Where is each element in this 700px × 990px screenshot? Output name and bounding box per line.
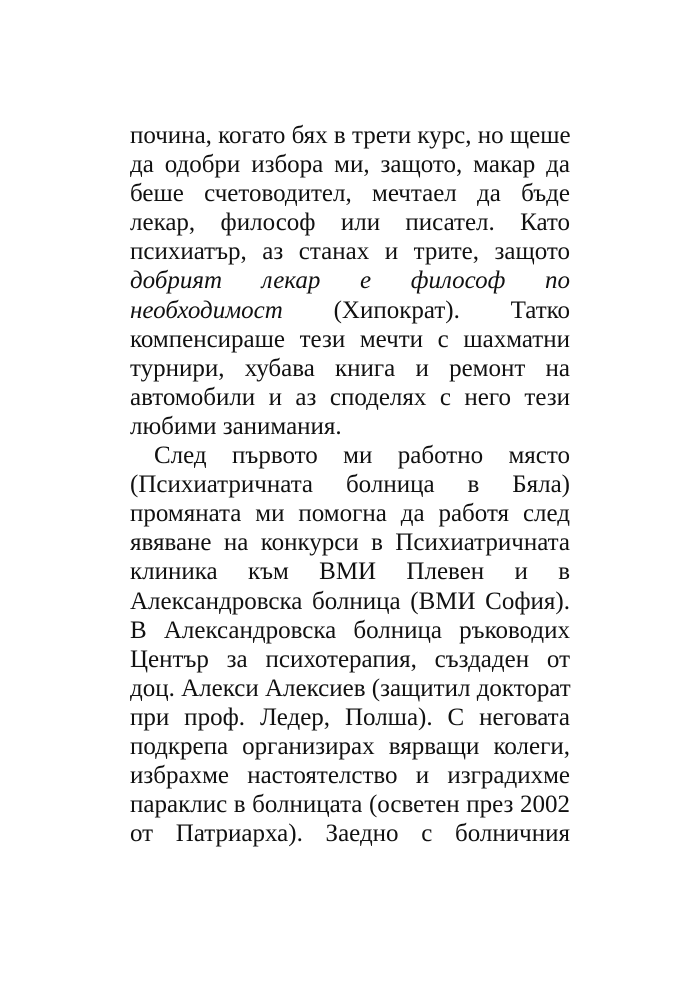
attribution-fragment: (Хипократ). Татко [282, 296, 570, 324]
text-line: клиника към ВМИ Плевен и в [130, 558, 570, 586]
paragraph [130, 121, 570, 441]
text-line: любими занимания. [130, 412, 342, 440]
text-line: при проф. Ледер, Полша). С неговата [130, 703, 570, 731]
text-line: беше счетоводител, мечтаел да бъде [130, 180, 570, 208]
text-line: Александровска болница (ВМИ София). [130, 587, 570, 615]
text-line: почина, когато бях в трети курс, но щеше [130, 122, 571, 149]
quote-line: добрият лекар е философ по [130, 267, 570, 295]
text-line: подкрепа организирах вярващи колеги, [130, 732, 570, 760]
text-line: След първото ми работно място [154, 442, 570, 470]
text-line: явяване на конкурси в Психиатричната [130, 529, 570, 557]
text-line: (Психиатричната болница в Бяла) [130, 471, 570, 499]
body-text [130, 121, 570, 848]
text-line: Център за психотерапия, създаден от [130, 645, 570, 673]
text-line: избрахме настоятелство и изградихме [130, 762, 570, 790]
quote-attribution-line [130, 296, 570, 325]
paragraph [130, 441, 570, 848]
text-line: от Патриарха). Заедно с болничния [130, 820, 570, 848]
text-line: турнири, хубава книга и ремонт на [130, 354, 570, 382]
text-line: компенсираше тези мечти с шахматни [130, 325, 570, 353]
quote-fragment: необходимост [130, 296, 283, 324]
text-line: автомобили и аз споделях с него тези [130, 383, 570, 411]
text-line: да одобри избора ми, защото, макар да [130, 151, 570, 179]
text-line: параклис в болницата (осветен през 2002 [130, 791, 570, 819]
text-line: лекар, философ или писател. Като [130, 209, 570, 237]
text-line: психиатър, аз станах и трите, защото [130, 238, 570, 266]
text-line: В Александровска болница ръководих [130, 616, 570, 644]
text-line: промяната ми помогна да работя след [130, 500, 570, 528]
text-line: доц. Алекси Алексиев (защитил докторат [130, 674, 571, 702]
